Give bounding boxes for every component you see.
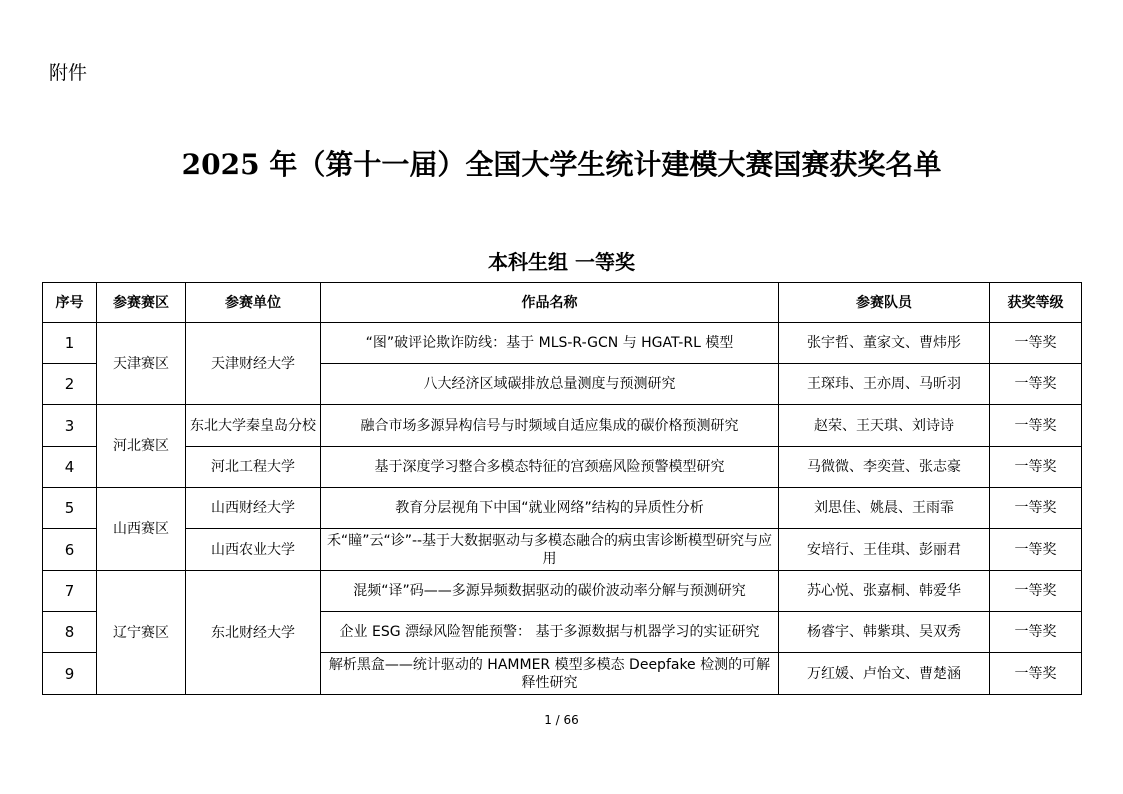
team-members: 赵荣、王天琪、刘诗诗: [779, 405, 990, 447]
row-index: 9: [43, 653, 97, 695]
team-members: 张宇哲、董家文、曹炜彤: [779, 323, 990, 364]
table-row: [43, 405, 1082, 447]
team-members: 苏心悦、张嘉桐、韩爱华: [779, 571, 990, 612]
award-level: 一等奖: [990, 488, 1082, 529]
row-index: 4: [43, 447, 97, 488]
award-level: 一等奖: [990, 653, 1082, 695]
awards-table: [42, 282, 1082, 695]
work-title: 教育分层视角下中国“就业网络”结构的异质性分析: [321, 488, 779, 529]
table-row: [43, 447, 1082, 488]
team-members: 刘思佳、姚晨、王雨霏: [779, 488, 990, 529]
team-members: 安培行、王佳琪、彭丽君: [779, 529, 990, 571]
section-title: 本科生组 一等奖: [488, 250, 635, 274]
award-level: 一等奖: [990, 529, 1082, 571]
region-cell: 河北赛区: [97, 405, 186, 488]
work-title: 基于深度学习整合多模态特征的宫颈癌风险预警模型研究: [321, 447, 779, 488]
award-level: 一等奖: [990, 612, 1082, 653]
unit-cell: 东北大学秦皇岛分校: [186, 405, 321, 447]
team-members: 万红媛、卢怡文、曹楚涵: [779, 653, 990, 695]
work-title: 混频“译”码——多源异频数据驱动的碳价波动率分解与预测研究: [321, 571, 779, 612]
work-title: “图”破评论欺诈防线：基于 MLS-R-GCN 与 HGAT-RL 模型: [321, 323, 779, 364]
table-row: [43, 571, 1082, 612]
work-title: 禾“瞳”云“诊”--基于大数据驱动与多模态融合的病虫害诊断模型研究与应用: [321, 529, 779, 571]
unit-cell: 山西财经大学: [186, 488, 321, 529]
row-index: 5: [43, 488, 97, 529]
award-level: 一等奖: [990, 364, 1082, 405]
unit-cell: 山西农业大学: [186, 529, 321, 571]
region-cell: 山西赛区: [97, 488, 186, 571]
table-row: [43, 323, 1082, 364]
row-index: 6: [43, 529, 97, 571]
region-cell: 辽宁赛区: [97, 571, 186, 695]
award-level: 一等奖: [990, 323, 1082, 364]
unit-cell: 东北财经大学: [186, 571, 321, 695]
row-index: 7: [43, 571, 97, 612]
work-title: 八大经济区域碳排放总量测度与预测研究: [321, 364, 779, 405]
team-members: 杨睿宇、韩紫琪、吴双秀: [779, 612, 990, 653]
table-header-row: [43, 283, 1082, 323]
row-index: 3: [43, 405, 97, 447]
unit-cell: 天津财经大学: [186, 323, 321, 405]
header-members: 参赛队员: [779, 283, 990, 323]
award-level: 一等奖: [990, 447, 1082, 488]
header-index: 序号: [43, 283, 97, 323]
unit-cell: 河北工程大学: [186, 447, 321, 488]
team-members: 马微微、李奕萱、张志豪: [779, 447, 990, 488]
page-title: 2025 年（第十一届）全国大学生统计建模大赛国赛获奖名单: [181, 148, 942, 181]
work-title: 解析黑盒——统计驱动的 HAMMER 模型多模态 Deepfake 检测的可解释性研究: [321, 653, 779, 695]
row-index: 2: [43, 364, 97, 405]
row-index: 8: [43, 612, 97, 653]
team-members: 王琛玮、王亦周、马昕羽: [779, 364, 990, 405]
attachment-label: 附件: [49, 62, 88, 84]
header-unit: 参赛单位: [186, 283, 321, 323]
work-title: 企业 ESG 漂绿风险智能预警： 基于多源数据与机器学习的实证研究: [321, 612, 779, 653]
row-index: 1: [43, 323, 97, 364]
table-row: [43, 488, 1082, 529]
header-level: 获奖等级: [990, 283, 1082, 323]
header-region: 参赛赛区: [97, 283, 186, 323]
table-row: [43, 529, 1082, 571]
page-number: 1 / 66: [544, 713, 579, 727]
award-level: 一等奖: [990, 571, 1082, 612]
award-level: 一等奖: [990, 405, 1082, 447]
work-title: 融合市场多源异构信号与时频域自适应集成的碳价格预测研究: [321, 405, 779, 447]
header-work: 作品名称: [321, 283, 779, 323]
region-cell: 天津赛区: [97, 323, 186, 405]
